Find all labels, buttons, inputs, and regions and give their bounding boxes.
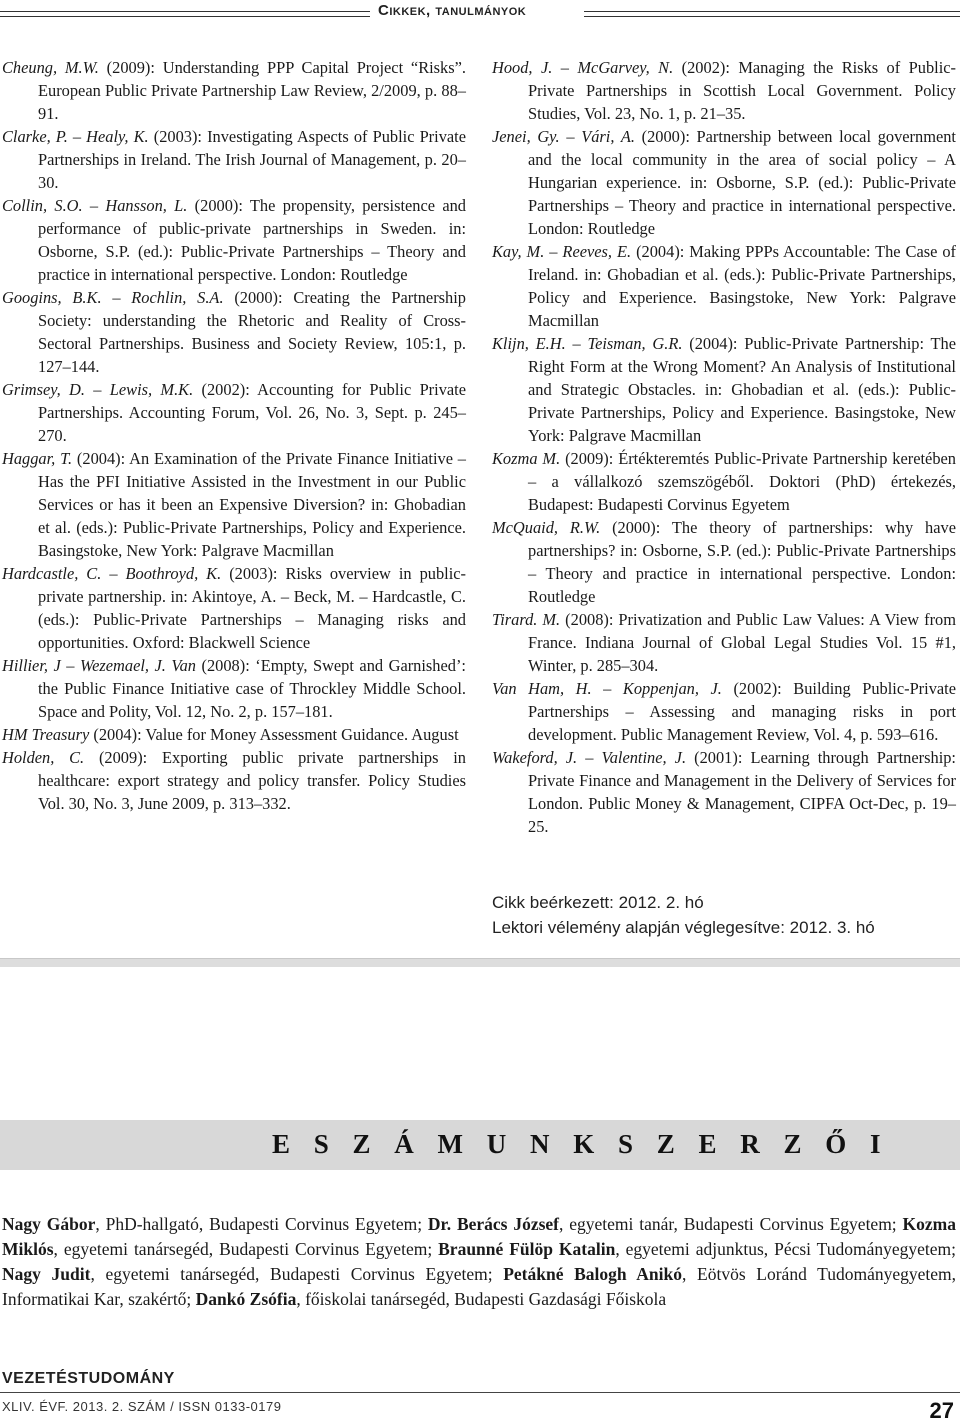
reference-entry [2,654,466,723]
reference-author: HM Treasury [2,725,90,744]
reference-author: McQuaid, R.W. [492,518,601,537]
reference-author: Cheung, M.W. [2,58,99,77]
author-name: Nagy Judit [2,1264,91,1284]
reference-text: (2000): Partnership between local government and the local community in the area of social policy – A Hungarian experience. in: Osborne, S.P. (ed.): Public-Private Partnerships – Theory and practice in international perspective. London: Routledge [528,127,956,238]
reference-entry [492,56,956,125]
reference-text: (2003): Investigating Aspects of Public Private Partnerships in Ireland. The Irish Journal of Management, p. 20–30. [38,127,466,192]
author-description: , egyetemi tanársegéd, Budapesti Corvinus Egyetem; [53,1239,439,1259]
reference-entry [2,378,466,447]
reference-author: Grimsey, D. – Lewis, M.K. [2,380,194,399]
reference-text: (2001): Learning through Partnership: Private Finance and Management in the Delivery of Services for London. Public Money & Management, CIPFA Oct-Dec, p. 19–25. [528,748,956,836]
reference-author: Tirard. M. [492,610,561,629]
reference-entry [492,677,956,746]
journal-name: VEZETÉSTUDOMÁNY [2,1370,175,1387]
article-dates [492,890,875,940]
reference-text: (2004): Making PPPs Accountable: The Case of Ireland. in: Ghobadian et al. (eds.): Public-Private Partnerships, Policy and Experience. Basingstoke, New York: Palgrave Macmillan [528,242,956,330]
reference-text: (2002): Managing the Risks of Public-Private Partnerships in Scottish Local Government. Policy Studies, Vol. 23, No. 1, p. 21–35. [528,58,956,123]
author-name: Dr. Berács József [427,1214,560,1234]
references-right-column [492,56,956,838]
reference-entry [492,447,956,516]
page-number: 27 [929,1398,954,1423]
reference-text: (2004): An Examination of the Private Finance Initiative – Has the PFI Initiative Assisted in the Investment in our Public Services or has it been an Expensive Diversion? in: Ghobadian et al. (eds.): Public-Private Partnerships, Policy and Experience. Basingstoke, New York: Palgrave Macmillan [38,449,466,560]
issue-info: XLIV. ÉVF. 2013. 2. SZÁM / ISSN 0133-0179 [2,1399,282,1414]
section-title: Cikkek, tanulmányok [378,2,527,19]
reference-text: (2002): Accounting for Public Private Partnerships. Accounting Forum, Vol. 26, No. 3, Sept. p. 245–270. [38,380,466,445]
reference-author: Clarke, P. – Healy, K. [2,127,149,146]
reference-entry [2,447,466,562]
author-name: Braunné Fülöp Katalin [438,1239,616,1259]
reference-author: Van Ham, H. – Koppenjan, J. [492,679,722,698]
reference-text: (2008): ‘Empty, Swept and Garnished’: the Public Finance Initiative case of Throckley Middle School. Space and Polity, Vol. 12, No. 2, p. 157–181. [38,656,466,721]
reference-entry [492,746,956,838]
reference-text: (2004): Value for Money Assessment Guidance. August [89,725,459,744]
reference-author: Hood, J. – McGarvey, N. [492,58,674,77]
reference-entry [492,332,956,447]
reference-entry [2,723,466,746]
author-description: , egyetemi tanár, Budapesti Corvinus Egyetem; [559,1214,903,1234]
reference-entry [2,194,466,286]
reference-author: Klijn, E.H. – Teisman, G.R. [492,334,683,353]
reference-author: Jenei, Gy. – Vári, A. [492,127,635,146]
header-rule-left [0,11,370,17]
reference-author: Kay, M. – Reeves, E. [492,242,632,261]
reference-author: Haggar, T. [2,449,73,468]
author-name: Kozma Miklós [2,1214,956,1259]
author-name: Dankó Zsófia [195,1289,297,1309]
reference-text: (2000): The propensity, persistence and performance of public-private partnerships in Sweden. in: Osborne, S.P. (ed.): Public-Private Partnerships – Theory and practice in international perspective. London: Routledge [38,196,466,284]
reference-text: (2003): Risks overview in public-private partnership. in: Akintoye, A. – Beck, M. – Hardcastle, C. (eds.): Public-Private Partnerships – Managing risks and opportunities. Oxford: Blackwell Science [38,564,466,652]
author-name: Petákné Balogh Anikó [503,1264,683,1284]
author-description: , PhD-hallgató, Budapesti Corvinus Egyetem; [95,1214,428,1234]
authors-title: E S Z Á M U N K S Z E R Z Ő I [272,1129,890,1159]
reference-text: (2008): Privatization and Public Law Values: A View from France. Indiana Journal of Global Legal Studies Vol. 15 #1, Winter, p. 285–304. [528,610,956,675]
reference-author: Collin, S.O. – Hansson, L. [2,196,188,215]
reference-entry [492,125,956,240]
reference-entry [492,516,956,608]
reference-author: Kozma M. [492,449,561,468]
header-rule-right [584,11,960,17]
reference-entry [492,240,956,332]
reference-entry [2,562,466,654]
author-description: , Eötvös Loránd Tudományegyetem, Informatikai Kar, szakértő; [2,1264,956,1309]
author-description: , egyetemi tanársegéd, Budapesti Corvinus Egyetem; [90,1264,504,1284]
author-description: , egyetemi adjunktus, Pécsi Tudományegyetem; [615,1239,956,1259]
reference-entry [2,286,466,378]
running-header [0,0,960,26]
reference-text: (2000): Creating the Partnership Society: understanding the Rhetoric and Reality of Cross-Sectoral Partnerships. Business and Society Review, 105:1, p. 127–144. [38,288,466,376]
author-description: , főiskolai tanársegéd, Budapesti Gazdasági Főiskola [296,1289,667,1309]
author-name: Nagy Gábor [2,1214,96,1234]
references-left-column [2,56,466,815]
reference-author: Holden, C. [2,748,85,767]
reference-author: Hardcastle, C. – Boothroyd, K. [2,564,222,583]
reference-entry [492,608,956,677]
authors-list [2,1212,956,1312]
reference-text: (2002): Building Public-Private Partnerships – Assessing and managing risks in port development. Public Management Review, Vol. 4, p. 593–616. [528,679,956,744]
reference-text: (2009): Exporting public private partnerships in healthcare: export strategy and policy transfer. Policy Studies Vol. 30, No. 3, June 2009, p. 313–332. [38,748,466,813]
reference-author: Googins, B.K. – Rochlin, S.A. [2,288,224,307]
reference-text: (2009): Understanding PPP Capital Project “Risks”. European Public Private Partnership Law Review, 2/2009, p. 88–91. [38,58,467,123]
reference-entry [2,746,466,815]
reference-author: Wakeford, J. – Valentine, J. [492,748,687,767]
finalized-date: Lektori vélemény alapján véglegesítve: 2012. 3. hó [492,918,875,937]
section-separator [0,958,960,967]
reference-text: (2004): Public-Private Partnership: The Right Form at the Wrong Moment? An Analysis of Institutional and Strategic Obstacles. in: Ghobadian et al. (eds.): Public-Private Partnerships, Policy and Experience. Basingstoke, New York: Palgrave Macmillan [528,334,956,445]
reference-entry [2,125,466,194]
reference-text: (2000): The theory of partnerships: why have partnerships? in: Osborne, S.P. (ed.): Public-Private Partnerships – Theory and practice in international perspective. London: Routledge [528,518,956,606]
reference-author: Hillier, J – Wezemael, J. Van [2,656,196,675]
footer-rule [0,1392,960,1393]
received-date: Cikk beérkezett: 2012. 2. hó [492,893,704,912]
reference-text: (2009): Értékteremtés Public-Private Partnership keretében – a vállalkozó szemszögéből. Doktori (PhD) értekezés, Budapest: Budapesti Corvinus Egyetem [528,449,956,514]
reference-entry [2,56,466,125]
